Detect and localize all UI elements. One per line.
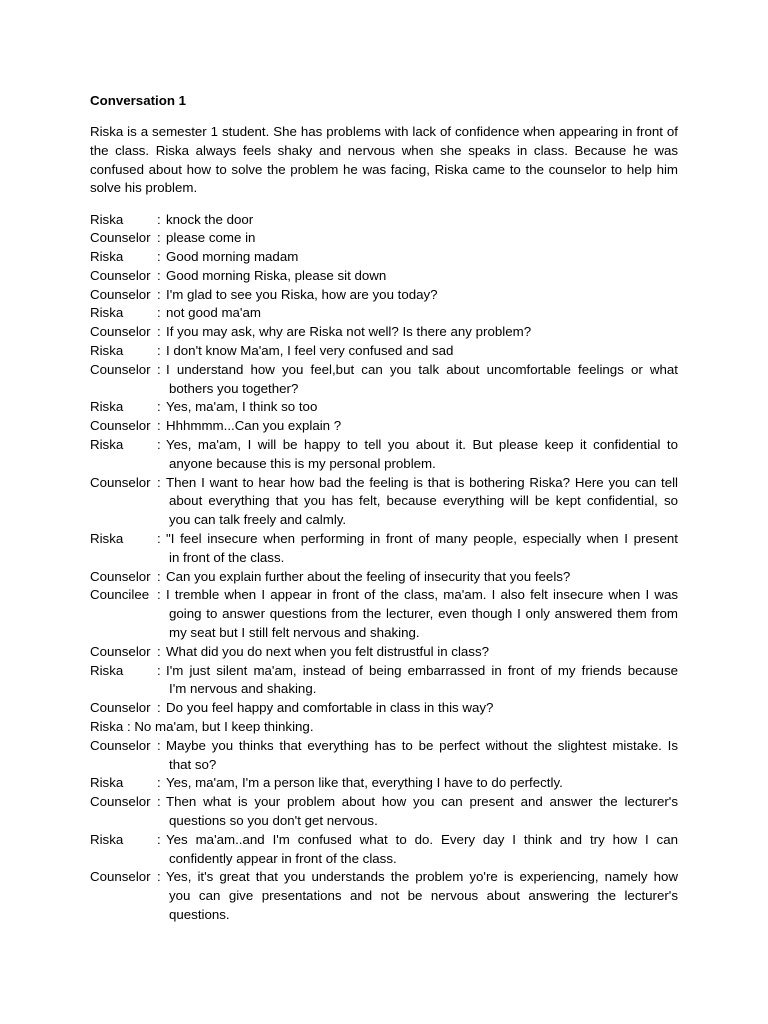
- speaker-separator: :: [157, 869, 161, 885]
- speaker-name: Counselor: [90, 794, 151, 810]
- dialogue-text: Then what is your problem about how you can present and answer the lecturer's: [166, 794, 678, 810]
- dialogue-text: I understand how you feel,but can you talk about uncomfortable feelings or what: [166, 361, 678, 377]
- speaker-separator: :: [157, 700, 161, 716]
- dialogue-line: [90, 586, 678, 642]
- speaker-name: Counselor: [90, 267, 151, 283]
- dialogue-text: I tremble when I appear in front of the class, ma'am. I also felt insecure when I was: [166, 587, 678, 603]
- dialogue-text: Good morning madam: [166, 249, 299, 265]
- dialogue-text-continuation: you can talk freely and calmly.: [169, 512, 347, 528]
- dialogue-text-continuation: anyone because this is my personal problem.: [169, 455, 436, 471]
- dialogue-text: not good ma'am: [166, 305, 261, 321]
- speaker-separator: :: [157, 399, 161, 415]
- dialogue-line: [90, 699, 678, 718]
- speaker-name: Riska: [90, 399, 124, 415]
- dialogue-line: [90, 248, 678, 267]
- dialogue-line: [90, 568, 678, 587]
- speaker-separator: :: [157, 775, 161, 791]
- dialogue-text: Yes, ma'am, I will be happy to tell you about it. But please keep it confidential to: [166, 437, 678, 453]
- speaker-separator: :: [157, 361, 161, 377]
- speaker-separator: :: [157, 267, 161, 283]
- speaker-name: Riska: [90, 305, 124, 321]
- dialogue-line: [90, 267, 678, 286]
- dialogue-text: Yes, it's great that you understands the problem yo're is experiencing, namely how: [166, 869, 678, 885]
- speaker-separator: :: [157, 418, 161, 434]
- speaker-name: Counselor: [90, 869, 151, 885]
- dialogue-text: Riska : No ma'am, but I keep thinking.: [90, 719, 314, 735]
- dialogue-text-continuation: bothers you together?: [169, 380, 299, 396]
- speaker-separator: :: [157, 568, 161, 584]
- dialogue-text-continuation: I'm nervous and shaking.: [169, 681, 317, 697]
- dialogue-line: [90, 304, 678, 323]
- speaker-name: Riska: [90, 343, 124, 359]
- speaker-name: Riska: [90, 662, 124, 678]
- speaker-separator: :: [157, 305, 161, 321]
- speaker-name: Counselor: [90, 286, 151, 302]
- dialogue-text-continuation: you can give presentations and not be nervous about answering the lecturer's: [169, 888, 678, 904]
- dialogue-text-continuation: about everything that you has felt, because everything will be kept confidential, so: [169, 493, 678, 509]
- speaker-name: Counselor: [90, 418, 151, 434]
- speaker-separator: :: [157, 474, 161, 490]
- speaker-name: Riska: [90, 437, 124, 453]
- dialogue-line: [90, 474, 678, 530]
- dialogue-text-continuation: confidently appear in front of the class.: [169, 850, 397, 866]
- dialogue-text-continuation: questions.: [169, 906, 230, 922]
- dialogue-text: I'm glad to see you Riska, how are you today?: [166, 286, 438, 302]
- speaker-separator: :: [157, 587, 161, 603]
- speaker-separator: :: [157, 211, 161, 227]
- speaker-separator: :: [157, 343, 161, 359]
- dialogue-text-continuation: in front of the class.: [169, 549, 285, 565]
- speaker-name: Riska: [90, 775, 124, 791]
- speaker-name: Counselor: [90, 643, 151, 659]
- speaker-separator: :: [157, 286, 161, 302]
- speaker-name: Councilee: [90, 587, 150, 603]
- dialogue-line: [90, 737, 678, 775]
- speaker-name: Counselor: [90, 230, 151, 246]
- speaker-name: Riska: [90, 831, 124, 847]
- speaker-separator: :: [157, 437, 161, 453]
- dialogue-line: [90, 286, 678, 305]
- document-title: Conversation 1: [90, 93, 187, 108]
- dialogue-line: [90, 774, 678, 793]
- dialogue-line: [90, 718, 678, 737]
- dialogue-line: [90, 417, 678, 436]
- dialogue-text: Can you explain further about the feeling of insecurity that you feels?: [166, 568, 571, 584]
- dialogue-line: [90, 229, 678, 248]
- dialogue-text-continuation: that so?: [169, 756, 217, 772]
- speaker-name: Counselor: [90, 737, 151, 753]
- conversation-transcript: [90, 211, 678, 925]
- speaker-separator: :: [157, 230, 161, 246]
- dialogue-text: Good morning Riska, please sit down: [166, 267, 387, 283]
- speaker-separator: :: [157, 737, 161, 753]
- dialogue-line: [90, 323, 678, 342]
- intro-paragraph: Riska is a semester 1 student. She has problems with lack of confidence when appearing in front of the class. Riska always feels shaky and nervous when she speaks in class. Because he was confused about how to solve the problem he was facing, Riska came to the counselor to help him solve his problem.: [90, 124, 678, 196]
- dialogue-text: please come in: [166, 230, 256, 246]
- dialogue-line: [90, 436, 678, 474]
- dialogue-text: "I feel insecure when performing in front of many people, especially when I present: [166, 531, 678, 547]
- speaker-separator: :: [157, 531, 161, 547]
- dialogue-line: [90, 398, 678, 417]
- speaker-separator: :: [157, 249, 161, 265]
- dialogue-text: Then I want to hear how bad the feeling is that is bothering Riska? Here you can tell: [166, 474, 678, 490]
- speaker-name: Counselor: [90, 700, 151, 716]
- dialogue-text: Hhhmmm...Can you explain ?: [166, 418, 342, 434]
- dialogue-text: I'm just silent ma'am, instead of being embarrassed in front of my friends because: [166, 662, 678, 678]
- speaker-separator: :: [157, 324, 161, 340]
- dialogue-line: [90, 868, 678, 924]
- dialogue-text: Do you feel happy and comfortable in class in this way?: [166, 700, 494, 716]
- dialogue-text: knock the door: [166, 211, 254, 227]
- dialogue-text: Maybe you thinks that everything has to be perfect without the slightest mistake. Is: [166, 737, 678, 753]
- dialogue-text: Yes, ma'am, I'm a person like that, everything I have to do perfectly.: [166, 775, 563, 791]
- dialogue-text-continuation: going to answer questions from the lecturer, even though I only answered them from: [169, 606, 678, 622]
- dialogue-line: [90, 643, 678, 662]
- speaker-name: Counselor: [90, 568, 151, 584]
- speaker-name: Riska: [90, 531, 124, 547]
- dialogue-line: [90, 361, 678, 399]
- dialogue-line: [90, 342, 678, 361]
- speaker-name: Riska: [90, 211, 124, 227]
- dialogue-line: [90, 831, 678, 869]
- speaker-name: Riska: [90, 249, 124, 265]
- dialogue-text: Yes, ma'am, I think so too: [166, 399, 318, 415]
- speaker-separator: :: [157, 831, 161, 847]
- speaker-separator: :: [157, 794, 161, 810]
- dialogue-line: [90, 662, 678, 700]
- speaker-name: Counselor: [90, 324, 151, 340]
- speaker-name: Counselor: [90, 474, 151, 490]
- speaker-separator: :: [157, 662, 161, 678]
- dialogue-line: [90, 530, 678, 568]
- dialogue-line: [90, 211, 678, 230]
- dialogue-text: I don't know Ma'am, I feel very confused and sad: [166, 343, 454, 359]
- dialogue-line: [90, 793, 678, 831]
- speaker-name: Counselor: [90, 361, 151, 377]
- dialogue-text: Yes ma'am..and I'm confused what to do. Every day I think and try how I can: [166, 831, 678, 847]
- speaker-separator: :: [157, 643, 161, 659]
- dialogue-text: What did you do next when you felt distrustful in class?: [166, 643, 489, 659]
- dialogue-text-continuation: questions so you don't get nervous.: [169, 813, 378, 828]
- dialogue-text: If you may ask, why are Riska not well? Is there any problem?: [166, 324, 532, 340]
- dialogue-text-continuation: my seat but I still felt nervous and shaking.: [169, 625, 420, 641]
